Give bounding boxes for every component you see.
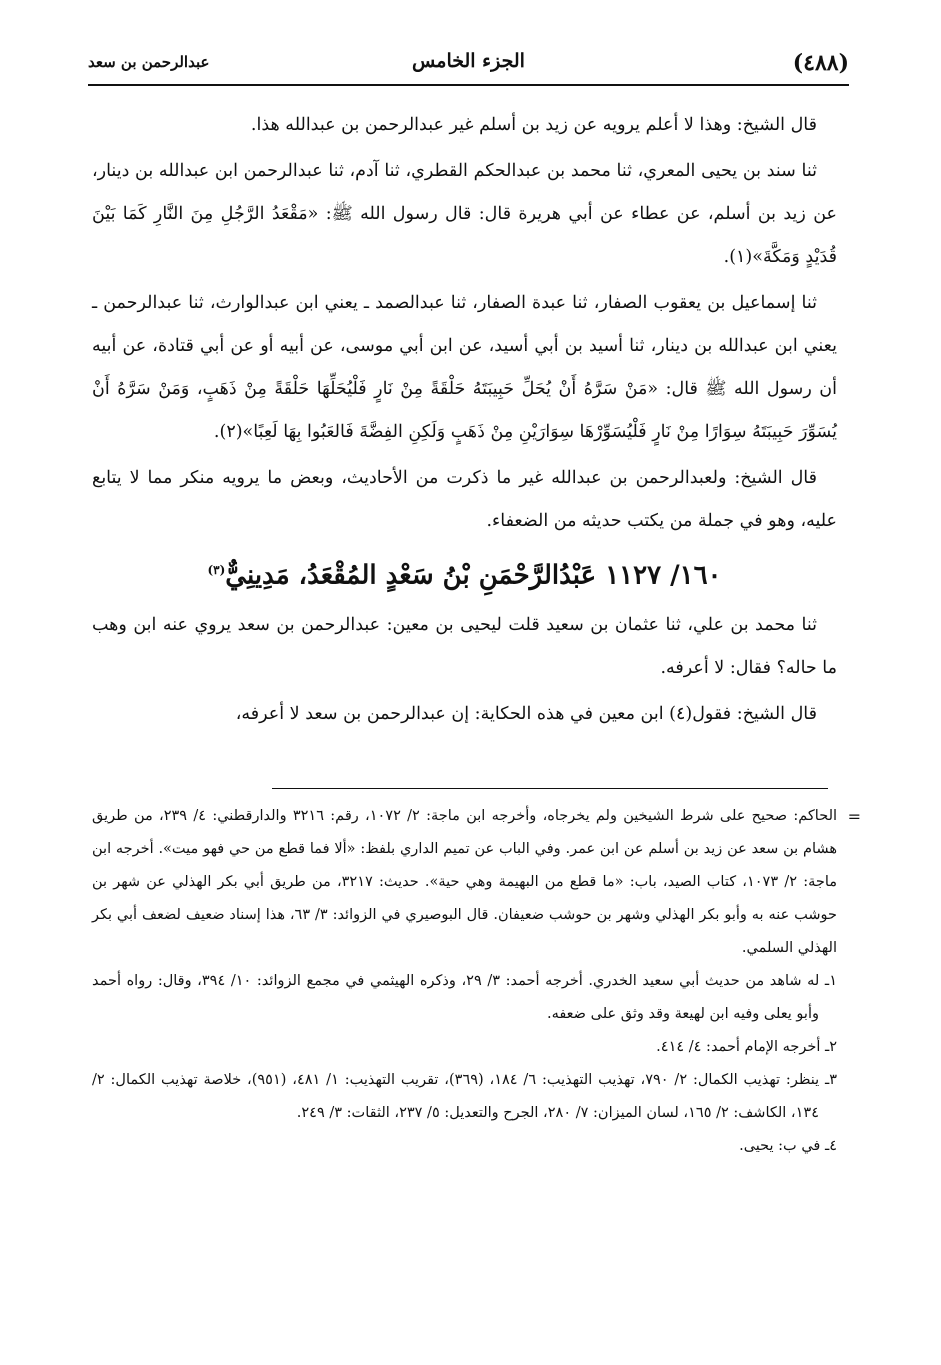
footnote-2: ٢ـ أخرجه الإمام أحمد: ٤/ ٤١٤. <box>656 1039 837 1055</box>
paragraph: ثنا سند بن يحيى المعري، ثنا محمد بن عبدالحكم القطري، ثنا آدم، ثنا عبدالرحمن ابن عبدالله بن دينار، عن زيد بن أسلم، عن عطاء عن أبي هريرة قال: قال رسول الله ﷺ: «مَقْعَدُ الرَّجُلِ مِنَ النَّارِ كَمَا بَيْنَ قُدَيْدٍ وَمَكَّةَ»(١). <box>92 161 837 267</box>
main-text <box>92 104 837 739</box>
footnote-4: ٤ـ في ب: يحيى. <box>739 1138 837 1154</box>
paragraph: ثنا محمد بن علي، ثنا عثمان بن سعيد قلت ليحيى بن معين: عبدالرحمن بن سعد يروي عنه ابن وهب ما حاله؟ فقال: لا أعرفه. <box>92 614 837 678</box>
footnote-text: الحاكم: صحيح على شرط الشيخين ولم يخرجاه، وأخرجه ابن ماجة: ٢/ ١٠٧٢، رقم: ٣٢١٦ والدارقطني: ٤/ ٢٣٩، من طريق هشام بن سعد عن زيد بن أسلم عن ابن عمر. وفي الباب عن تميم الداري بلفظ: «ألا فما قطع من حي فهو ميت». أخرجه ابن ماجة: ٢/ ١٠٧٣، كتاب الصيد، باب: «ما قطع من البهيمة وهي حية». حديث: ٣٢١٧، من طريق أبي بكر الهذلي عن شهر بن حوشب عنه به وأبو بكر الهذلي وشهر بن حوشب ضعيفان. قال البوصيري في الزوائد: ٣/ ٦٣، هذا إسناد ضعيف لضعف أبي بكر الهذلي السلمي. <box>92 808 838 956</box>
footnotes <box>92 800 861 1163</box>
footnote-rule <box>272 788 828 789</box>
paragraph: قال الشيخ: فقول(٤) ابن معين في هذه الحكاية: إن عبدالرحمن بن سعد لا أعرفه، <box>235 703 817 724</box>
footnote-1: ١ـ له شاهد من حديث أبي سعيد الخدري. أخرجه أحمد: ٣/ ٢٩، وذكره الهيثمي في مجمع الزوائد: ١٠/ ٣٩٤، وقال: رواه أحمد وأبو يعلى وفيه ابن لهيعة وقد وثق على ضعفه. <box>92 973 837 1022</box>
entry-heading <box>92 546 837 600</box>
entry-heading-text: ١٦٠/ ١١٢٧ عَبْدُالرَّحْمَنِ بْنُ سَعْدٍ المُقْعَدُ، مَدِينِيٌّ <box>225 560 722 591</box>
entry-footnote-marker: (٣) <box>207 563 226 577</box>
running-title: عبدالرحمن بن سعد <box>88 53 210 71</box>
volume-title: الجزء الخامس <box>412 50 525 72</box>
footnote-3: ٣ـ ينظر: تهذيب الكمال: ٢/ ٧٩٠، تهذيب التهذيب: ٦/ ١٨٤، (٣٦٩)، تقريب التهذيب: ١/ ٤٨١، (٩٥١)، خلاصة تهذيب الكمال: ٢/ ١٣٤، الكاشف: ٢/ ١٦٥، لسان الميزان: ٧/ ٢٨٠، الجرح والتعديل: ٥/ ٢٣٧، الثقات: ٣/ ٢٤٩. <box>92 1072 838 1121</box>
page-header <box>88 40 849 80</box>
page-number: (٤٨٨) <box>792 50 849 76</box>
paragraph: قال الشيخ: ولعبدالرحمن بن عبدالله غير ما ذكرت من الأحاديث، وبعض ما يرويه منكر مما لا يتابع عليه، وهو في جملة من يكتب حديثه من الضعفاء. <box>92 468 837 531</box>
paragraph: ثنا إسماعيل بن يعقوب الصفار، ثنا عبدة الصفار، ثنا عبدالصمد ـ يعني ابن عبدالوارث، ثنا عبدالرحمن ـ يعني ابن عبدالله بن دينار، ثنا أسيد بن أبي أسيد، عن ابن أبي موسى، عن أبيه أو عن أبي قتادة، عن أبيه أن رسول الله ﷺ قال: «مَنْ سَرَّهُ أَنْ يُحَلِّ حَبِيبَتَهُ حَلْقَةً مِنْ نَارٍ فَلْيُحَلِّهَا حَلْقَةً مِنْ ذَهَبٍ، وَمَنْ سَرَّهُ أَنْ يُسَوِّرَ حَبِيبَتَهُ سِوَارًا مِنْ نَارٍ فَلْيُسَوِّرْهَا سِوَارَيْنِ مِنْ ذَهَبٍ وَلَكِنِ الفِضَّةَ فَالعَبُوا بِهَا لَعِبًا»(٢). <box>92 293 837 442</box>
continuation-mark: = <box>847 807 861 826</box>
paragraph: قال الشيخ: وهذا لا أعلم يرويه عن زيد بن أسلم غير عبدالرحمن بن عبدالله هذا. <box>250 115 817 135</box>
footnote-continued <box>92 800 861 965</box>
header-rule <box>88 84 849 86</box>
